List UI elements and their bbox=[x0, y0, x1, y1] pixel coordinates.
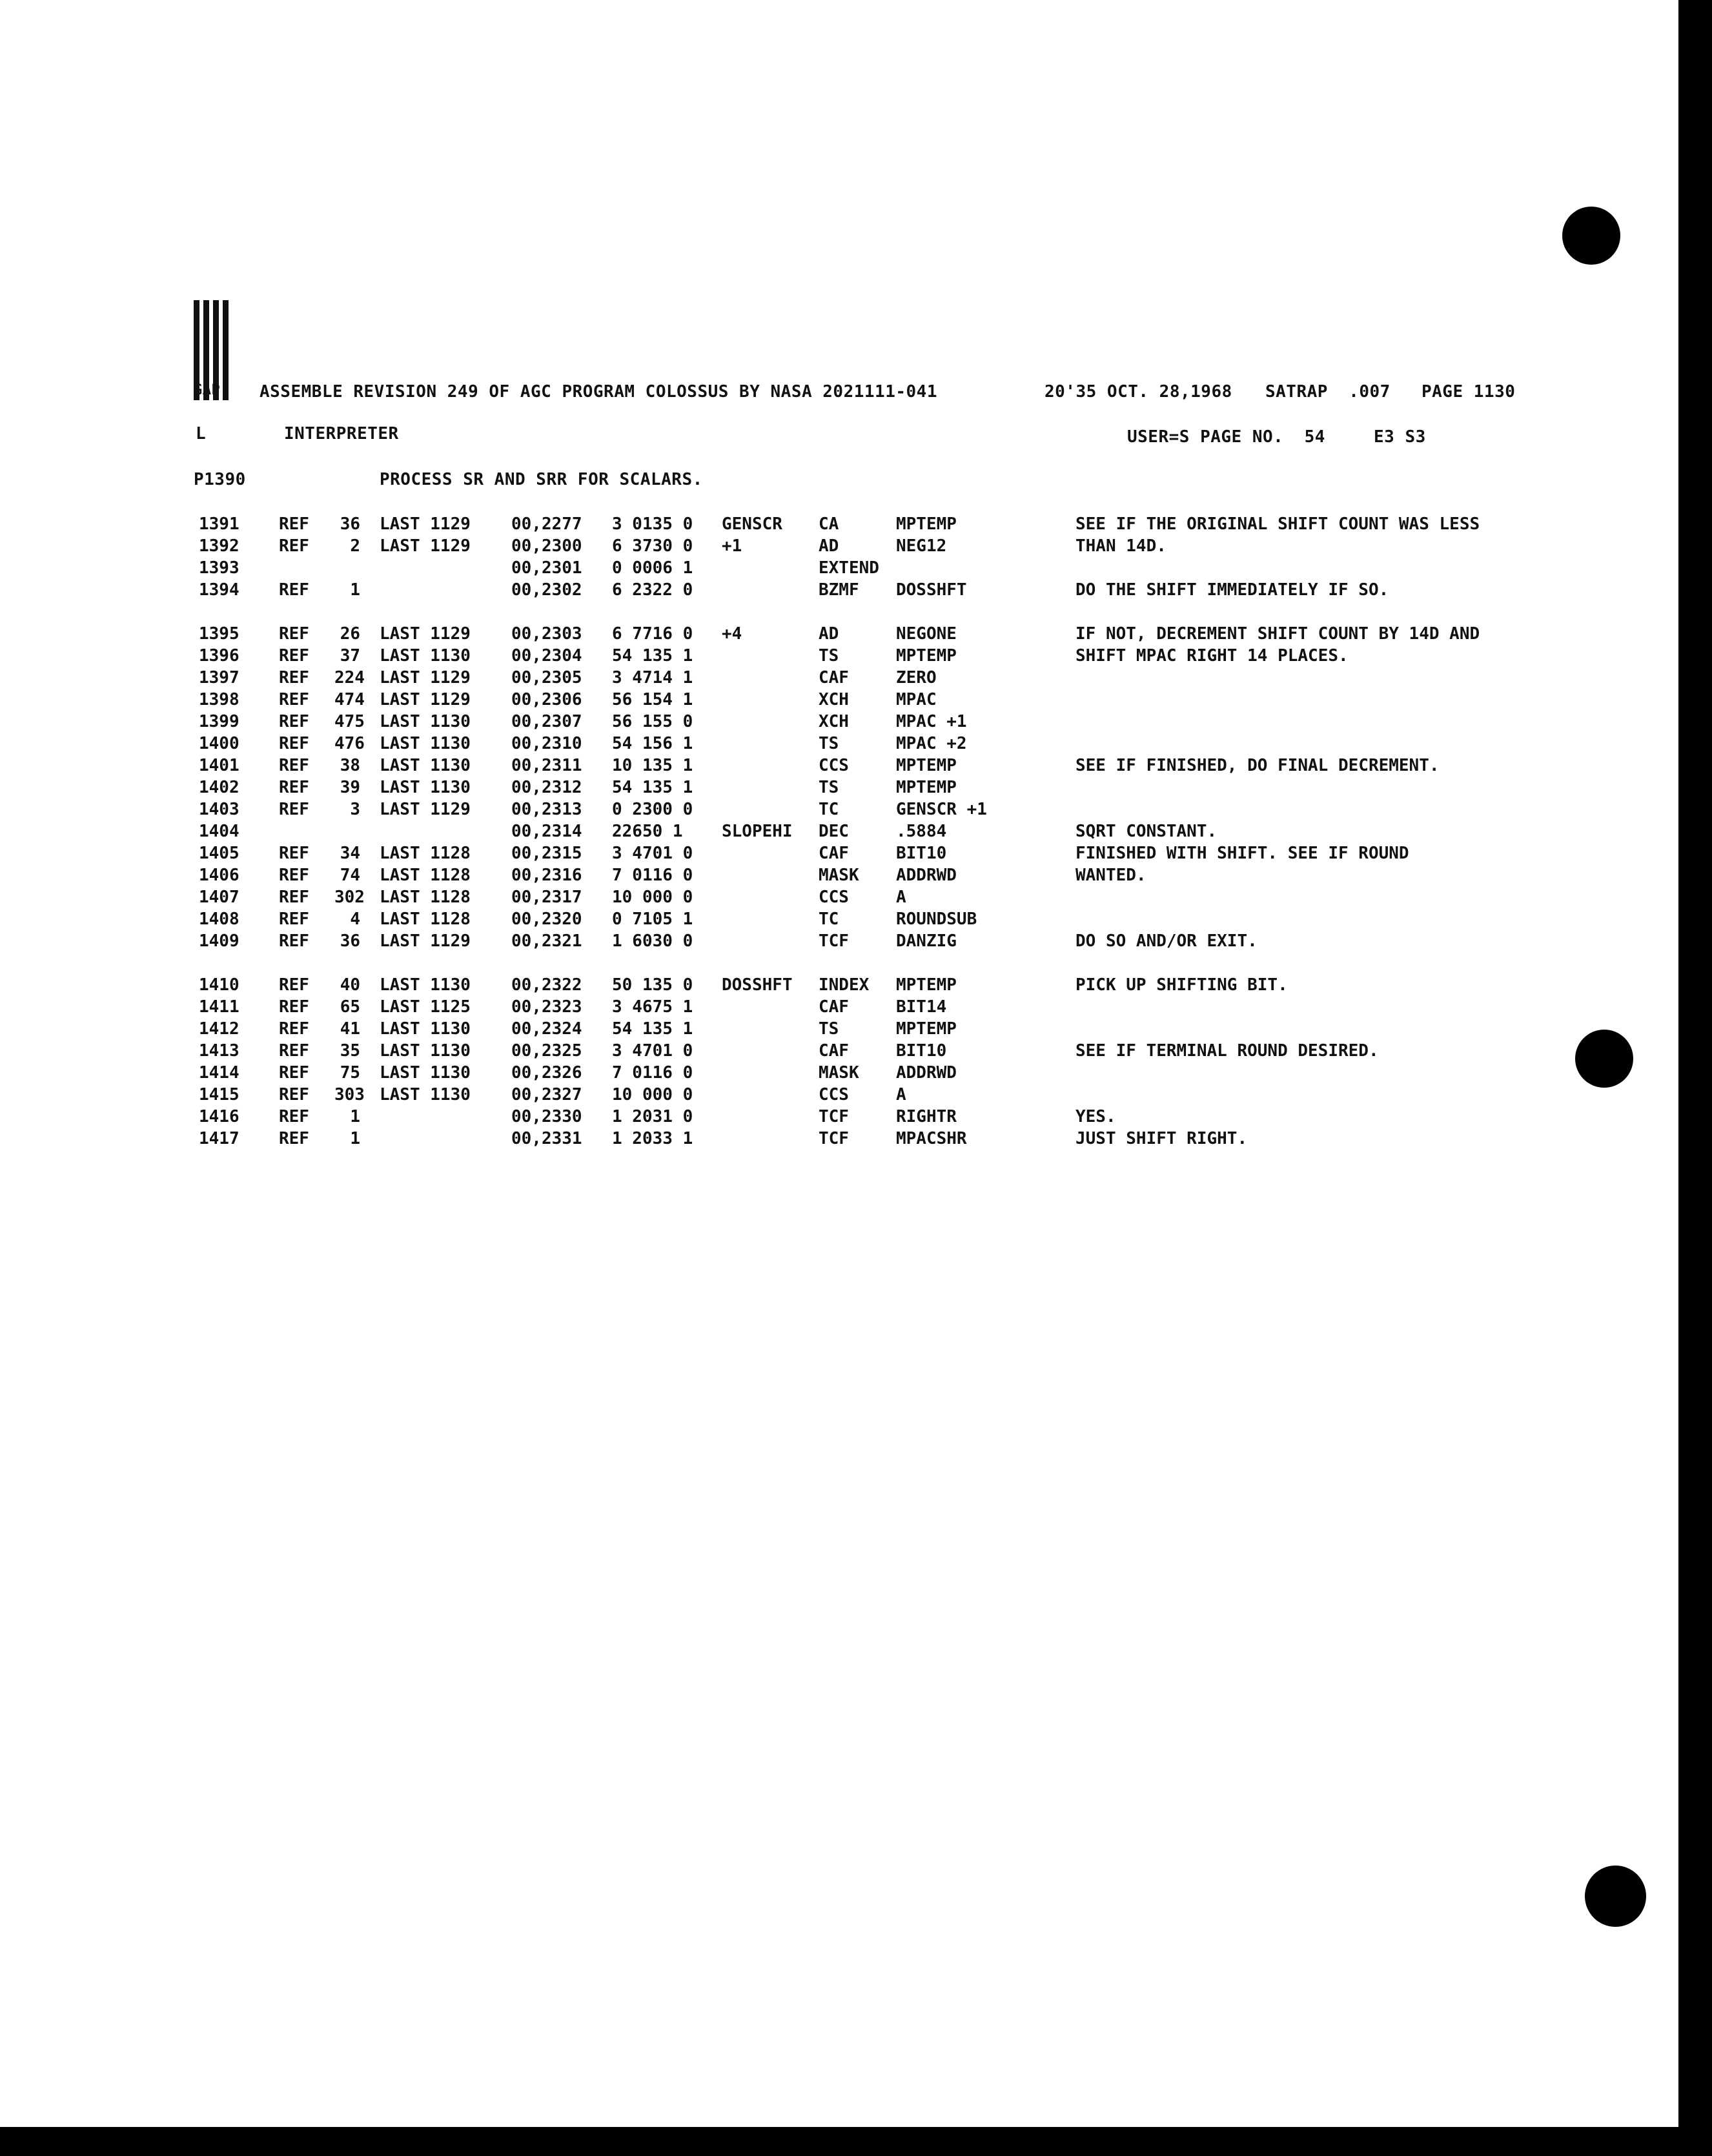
line-number: 1404 bbox=[199, 822, 239, 841]
comment: DO SO AND/OR EXIT. bbox=[1075, 931, 1258, 951]
line-number: 1403 bbox=[199, 800, 239, 819]
symbol-label: +4 bbox=[722, 624, 742, 644]
opcode: CCS bbox=[819, 888, 849, 907]
octal-code: 6 2322 0 bbox=[612, 580, 693, 600]
operand: NEGONE bbox=[896, 624, 957, 644]
ref-count: 1 bbox=[350, 1129, 360, 1148]
ref-flag: REF bbox=[279, 844, 309, 863]
address: 00,2311 bbox=[511, 756, 582, 775]
operand: MPAC +1 bbox=[896, 712, 967, 731]
opcode: TS bbox=[819, 646, 839, 666]
last-page: LAST 1128 bbox=[380, 888, 471, 907]
address: 00,2313 bbox=[511, 800, 582, 819]
listing-row bbox=[0, 975, 1678, 997]
last-page: LAST 1130 bbox=[380, 756, 471, 775]
ref-count: 475 bbox=[334, 712, 365, 731]
opcode: CAF bbox=[819, 844, 849, 863]
last-page: LAST 1130 bbox=[380, 646, 471, 666]
last-page: LAST 1129 bbox=[380, 668, 471, 687]
listing-row bbox=[0, 1129, 1678, 1151]
comment: SEE IF THE ORIGINAL SHIFT COUNT WAS LESS bbox=[1075, 514, 1480, 534]
listing-row bbox=[0, 668, 1678, 690]
ref-flag: REF bbox=[279, 997, 309, 1017]
opcode: TS bbox=[819, 1019, 839, 1039]
address: 00,2300 bbox=[511, 536, 582, 556]
last-page: LAST 1130 bbox=[380, 734, 471, 753]
opcode: MASK bbox=[819, 1063, 859, 1083]
operand: .5884 bbox=[896, 822, 947, 841]
line-number: 1412 bbox=[199, 1019, 239, 1039]
octal-code: 6 7716 0 bbox=[612, 624, 693, 644]
octal-code: 3 0135 0 bbox=[612, 514, 693, 534]
address: 00,2305 bbox=[511, 668, 582, 687]
opcode: INDEX bbox=[819, 975, 870, 995]
ref-flag: REF bbox=[279, 1129, 309, 1148]
operand: MPTEMP bbox=[896, 756, 957, 775]
block-id: P1390 bbox=[194, 470, 246, 489]
octal-code: 3 4701 0 bbox=[612, 844, 693, 863]
ref-flag: REF bbox=[279, 1019, 309, 1039]
operand: MPTEMP bbox=[896, 514, 957, 534]
line-number: 1393 bbox=[199, 558, 239, 578]
ref-count: 303 bbox=[334, 1085, 365, 1104]
ref-count: 74 bbox=[340, 866, 360, 885]
octal-code: 6 3730 0 bbox=[612, 536, 693, 556]
operand: MPTEMP bbox=[896, 778, 957, 797]
ref-flag: REF bbox=[279, 1041, 309, 1061]
last-page: LAST 1128 bbox=[380, 844, 471, 863]
ref-count: 474 bbox=[334, 690, 365, 709]
ref-flag: REF bbox=[279, 888, 309, 907]
listing-row bbox=[0, 997, 1678, 1019]
comment: IF NOT, DECREMENT SHIFT COUNT BY 14D AND bbox=[1075, 624, 1480, 644]
ref-count: 37 bbox=[340, 646, 360, 666]
address: 00,2326 bbox=[511, 1063, 582, 1083]
operand: MPACSHR bbox=[896, 1129, 967, 1148]
symbol-label: GENSCR bbox=[722, 514, 782, 534]
octal-code: 3 4675 1 bbox=[612, 997, 693, 1017]
ref-count: 36 bbox=[340, 931, 360, 951]
ref-count: 41 bbox=[340, 1019, 360, 1039]
address: 00,2320 bbox=[511, 910, 582, 929]
address: 00,2316 bbox=[511, 866, 582, 885]
ref-count: 40 bbox=[340, 975, 360, 995]
listing-row bbox=[0, 690, 1678, 712]
operand: NEG12 bbox=[896, 536, 947, 556]
last-page: LAST 1130 bbox=[380, 1041, 471, 1061]
ref-flag: REF bbox=[279, 580, 309, 600]
ref-flag: REF bbox=[279, 712, 309, 731]
listing-row bbox=[0, 1107, 1678, 1129]
last-page: LAST 1125 bbox=[380, 997, 471, 1017]
octal-code: 54 135 1 bbox=[612, 1019, 693, 1039]
ref-count: 38 bbox=[340, 756, 360, 775]
opcode: TCF bbox=[819, 1129, 849, 1148]
ref-flag: REF bbox=[279, 690, 309, 709]
ref-flag: REF bbox=[279, 910, 309, 929]
ref-flag: REF bbox=[279, 931, 309, 951]
address: 00,2312 bbox=[511, 778, 582, 797]
address: 00,2330 bbox=[511, 1107, 582, 1126]
listing-row bbox=[0, 910, 1678, 931]
user-page-number: USER=S PAGE NO. 54 bbox=[1127, 427, 1325, 447]
bar-mark bbox=[223, 300, 229, 400]
symbol-label: DOSSHFT bbox=[722, 975, 793, 995]
listing-row bbox=[0, 1019, 1678, 1041]
line-number: 1414 bbox=[199, 1063, 239, 1083]
address: 00,2327 bbox=[511, 1085, 582, 1104]
line-number: 1409 bbox=[199, 931, 239, 951]
ref-count: 2 bbox=[350, 536, 360, 556]
octal-code: 50 135 0 bbox=[612, 975, 693, 995]
address: 00,2304 bbox=[511, 646, 582, 666]
octal-code: 10 000 0 bbox=[612, 888, 693, 907]
operand: BIT10 bbox=[896, 1041, 947, 1061]
line-number: 1397 bbox=[199, 668, 239, 687]
address: 00,2306 bbox=[511, 690, 582, 709]
listing-row bbox=[0, 822, 1678, 844]
operand: DOSSHFT bbox=[896, 580, 967, 600]
listing-row bbox=[0, 888, 1678, 910]
listing-row bbox=[0, 1085, 1678, 1107]
comment: YES. bbox=[1075, 1107, 1116, 1126]
octal-code: 7 0116 0 bbox=[612, 866, 693, 885]
line-number: 1405 bbox=[199, 844, 239, 863]
comment: SHIFT MPAC RIGHT 14 PLACES. bbox=[1075, 646, 1349, 666]
operand: ROUNDSUB bbox=[896, 910, 977, 929]
listing-row bbox=[0, 778, 1678, 800]
block-title: PROCESS SR AND SRR FOR SCALARS. bbox=[380, 470, 703, 489]
ref-count: 3 bbox=[350, 800, 360, 819]
comment: DO THE SHIFT IMMEDIATELY IF SO. bbox=[1075, 580, 1389, 600]
last-page: LAST 1130 bbox=[380, 778, 471, 797]
l-mark: L bbox=[196, 424, 207, 443]
operand: A bbox=[896, 1085, 906, 1104]
ref-count: 39 bbox=[340, 778, 360, 797]
octal-code: 10 135 1 bbox=[612, 756, 693, 775]
opcode: AD bbox=[819, 624, 839, 644]
address: 00,2324 bbox=[511, 1019, 582, 1039]
operand: MPTEMP bbox=[896, 975, 957, 995]
address: 00,2325 bbox=[511, 1041, 582, 1061]
last-page: LAST 1129 bbox=[380, 800, 471, 819]
listing-row bbox=[0, 558, 1678, 580]
octal-code: 10 000 0 bbox=[612, 1085, 693, 1104]
address: 00,2315 bbox=[511, 844, 582, 863]
ref-count: 1 bbox=[350, 580, 360, 600]
listing-row bbox=[0, 1063, 1678, 1085]
opcode: MASK bbox=[819, 866, 859, 885]
last-page: LAST 1130 bbox=[380, 1085, 471, 1104]
listing-row bbox=[0, 1041, 1678, 1063]
line-number: 1392 bbox=[199, 536, 239, 556]
operand: RIGHTR bbox=[896, 1107, 957, 1126]
comment: SEE IF FINISHED, DO FINAL DECREMENT. bbox=[1075, 756, 1440, 775]
address: 00,2307 bbox=[511, 712, 582, 731]
octal-code: 1 2031 0 bbox=[612, 1107, 693, 1126]
line-number: 1402 bbox=[199, 778, 239, 797]
ref-count: 75 bbox=[340, 1063, 360, 1083]
listing-row bbox=[0, 514, 1678, 536]
last-page: LAST 1129 bbox=[380, 690, 471, 709]
operand: DANZIG bbox=[896, 931, 957, 951]
address: 00,2314 bbox=[511, 822, 582, 841]
operand: ZERO bbox=[896, 668, 937, 687]
address: 00,2317 bbox=[511, 888, 582, 907]
comment: SQRT CONSTANT. bbox=[1075, 822, 1218, 841]
ref-flag: REF bbox=[279, 646, 309, 666]
address: 00,2322 bbox=[511, 975, 582, 995]
ref-flag: REF bbox=[279, 1107, 309, 1126]
operand: ADDRWD bbox=[896, 1063, 957, 1083]
last-page: LAST 1130 bbox=[380, 1019, 471, 1039]
opcode: CCS bbox=[819, 756, 849, 775]
opcode: AD bbox=[819, 536, 839, 556]
line-number: 1413 bbox=[199, 1041, 239, 1061]
last-page: LAST 1128 bbox=[380, 910, 471, 929]
line-number: 1416 bbox=[199, 1107, 239, 1126]
ref-count: 1 bbox=[350, 1107, 360, 1126]
ref-flag: REF bbox=[279, 1063, 309, 1083]
opcode: TCF bbox=[819, 931, 849, 951]
octal-code: 54 135 1 bbox=[612, 778, 693, 797]
ref-count: 476 bbox=[334, 734, 365, 753]
ref-count: 34 bbox=[340, 844, 360, 863]
line-number: 1408 bbox=[199, 910, 239, 929]
octal-code: 7 0116 0 bbox=[612, 1063, 693, 1083]
opcode: TCF bbox=[819, 1107, 849, 1126]
last-page: LAST 1129 bbox=[380, 514, 471, 534]
line-number: 1396 bbox=[199, 646, 239, 666]
comment: PICK UP SHIFTING BIT. bbox=[1075, 975, 1288, 995]
octal-code: 1 6030 0 bbox=[612, 931, 693, 951]
ref-flag: REF bbox=[279, 1085, 309, 1104]
operand: MPAC +2 bbox=[896, 734, 967, 753]
octal-code: 56 154 1 bbox=[612, 690, 693, 709]
listing-row bbox=[0, 646, 1678, 668]
opcode: TC bbox=[819, 910, 839, 929]
listing-row bbox=[0, 931, 1678, 953]
line-number: 1398 bbox=[199, 690, 239, 709]
operand: BIT14 bbox=[896, 997, 947, 1017]
address: 00,2302 bbox=[511, 580, 582, 600]
address: 00,2321 bbox=[511, 931, 582, 951]
line-number: 1401 bbox=[199, 756, 239, 775]
opcode: CA bbox=[819, 514, 839, 534]
octal-code: 3 4701 0 bbox=[612, 1041, 693, 1061]
opcode: TS bbox=[819, 734, 839, 753]
comment: SEE IF TERMINAL ROUND DESIRED. bbox=[1075, 1041, 1379, 1061]
octal-code: 0 7105 1 bbox=[612, 910, 693, 929]
address: 00,2303 bbox=[511, 624, 582, 644]
opcode: TC bbox=[819, 800, 839, 819]
section-title: INTERPRETER bbox=[284, 424, 399, 443]
line-number: 1411 bbox=[199, 997, 239, 1017]
address: 00,2331 bbox=[511, 1129, 582, 1148]
line-number: 1391 bbox=[199, 514, 239, 534]
octal-code: 3 4714 1 bbox=[612, 668, 693, 687]
ref-flag: REF bbox=[279, 975, 309, 995]
operand: ADDRWD bbox=[896, 866, 957, 885]
listing-row bbox=[0, 580, 1678, 602]
opcode: XCH bbox=[819, 712, 849, 731]
opcode: BZMF bbox=[819, 580, 859, 600]
line-number: 1410 bbox=[199, 975, 239, 995]
ref-flag: REF bbox=[279, 734, 309, 753]
opcode: TS bbox=[819, 778, 839, 797]
opcode: CAF bbox=[819, 668, 849, 687]
line-number: 1394 bbox=[199, 580, 239, 600]
opcode: CCS bbox=[819, 1085, 849, 1104]
operand: MPTEMP bbox=[896, 1019, 957, 1039]
ref-flag: REF bbox=[279, 866, 309, 885]
symbol-label: SLOPEHI bbox=[722, 822, 793, 841]
ref-flag: REF bbox=[279, 668, 309, 687]
comment: THAN 14D. bbox=[1075, 536, 1167, 556]
listing-row bbox=[0, 536, 1678, 558]
last-page: LAST 1130 bbox=[380, 1063, 471, 1083]
last-page: LAST 1130 bbox=[380, 712, 471, 731]
opcode: XCH bbox=[819, 690, 849, 709]
ref-count: 65 bbox=[340, 997, 360, 1017]
line-number: 1400 bbox=[199, 734, 239, 753]
ref-flag: REF bbox=[279, 624, 309, 644]
opcode: EXTEND bbox=[819, 558, 879, 578]
operand: GENSCR +1 bbox=[896, 800, 987, 819]
last-page: LAST 1130 bbox=[380, 975, 471, 995]
assembly-title: ASSEMBLE REVISION 249 OF AGC PROGRAM COLOSSUS BY NASA 2021111-041 bbox=[260, 382, 937, 402]
ref-count: 302 bbox=[334, 888, 365, 907]
opcode: CAF bbox=[819, 997, 849, 1017]
ref-count: 35 bbox=[340, 1041, 360, 1061]
operand: BIT10 bbox=[896, 844, 947, 863]
listing-row bbox=[0, 756, 1678, 778]
ref-flag: REF bbox=[279, 514, 309, 534]
listing-row bbox=[0, 624, 1678, 646]
octal-code: 0 2300 0 bbox=[612, 800, 693, 819]
octal-code: 54 156 1 bbox=[612, 734, 693, 753]
punch-hole-top bbox=[1562, 207, 1620, 265]
octal-code: 54 135 1 bbox=[612, 646, 693, 666]
line-number: 1407 bbox=[199, 888, 239, 907]
ref-count: 36 bbox=[340, 514, 360, 534]
address: 00,2277 bbox=[511, 514, 582, 534]
last-page: LAST 1129 bbox=[380, 624, 471, 644]
opcode: CAF bbox=[819, 1041, 849, 1061]
octal-code: 56 155 0 bbox=[612, 712, 693, 731]
address: 00,2301 bbox=[511, 558, 582, 578]
line-number: 1399 bbox=[199, 712, 239, 731]
line-number: 1415 bbox=[199, 1085, 239, 1104]
operand: MPAC bbox=[896, 690, 937, 709]
comment: JUST SHIFT RIGHT. bbox=[1075, 1129, 1248, 1148]
comment: FINISHED WITH SHIFT. SEE IF ROUND bbox=[1075, 844, 1409, 863]
listing-row bbox=[0, 734, 1678, 756]
ref-flag: REF bbox=[279, 800, 309, 819]
address: 00,2323 bbox=[511, 997, 582, 1017]
line-number: 1406 bbox=[199, 866, 239, 885]
ref-flag: REF bbox=[279, 756, 309, 775]
ref-count: 4 bbox=[350, 910, 360, 929]
comment: WANTED. bbox=[1075, 866, 1146, 885]
punch-hole-bottom bbox=[1585, 1866, 1646, 1927]
operand: A bbox=[896, 888, 906, 907]
page-codes: E3 S3 bbox=[1374, 427, 1426, 447]
operand: MPTEMP bbox=[896, 646, 957, 666]
ref-count: 224 bbox=[334, 668, 365, 687]
listing-row bbox=[0, 800, 1678, 822]
page-number: PAGE 1130 bbox=[1422, 382, 1516, 402]
last-page: LAST 1128 bbox=[380, 866, 471, 885]
opcode: DEC bbox=[819, 822, 849, 841]
octal-code: 1 2033 1 bbox=[612, 1129, 693, 1148]
listing-row bbox=[0, 712, 1678, 734]
listing-row bbox=[0, 866, 1678, 888]
last-page: LAST 1129 bbox=[380, 536, 471, 556]
listing-row bbox=[0, 844, 1678, 866]
assembly-datetime: 20'35 OCT. 28,1968 bbox=[1045, 382, 1232, 402]
ref-flag: REF bbox=[279, 536, 309, 556]
line-number: 1395 bbox=[199, 624, 239, 644]
octal-code: 22650 1 bbox=[612, 822, 683, 841]
octal-code: 0 0006 1 bbox=[612, 558, 693, 578]
line-number: 1417 bbox=[199, 1129, 239, 1148]
symbol-label: +1 bbox=[722, 536, 742, 556]
satrap-version: SATRAP .007 bbox=[1265, 382, 1391, 402]
last-page: LAST 1129 bbox=[380, 931, 471, 951]
ref-count: 26 bbox=[340, 624, 360, 644]
ref-flag: REF bbox=[279, 778, 309, 797]
address: 00,2310 bbox=[511, 734, 582, 753]
gap-mark: GAP bbox=[194, 382, 221, 398]
